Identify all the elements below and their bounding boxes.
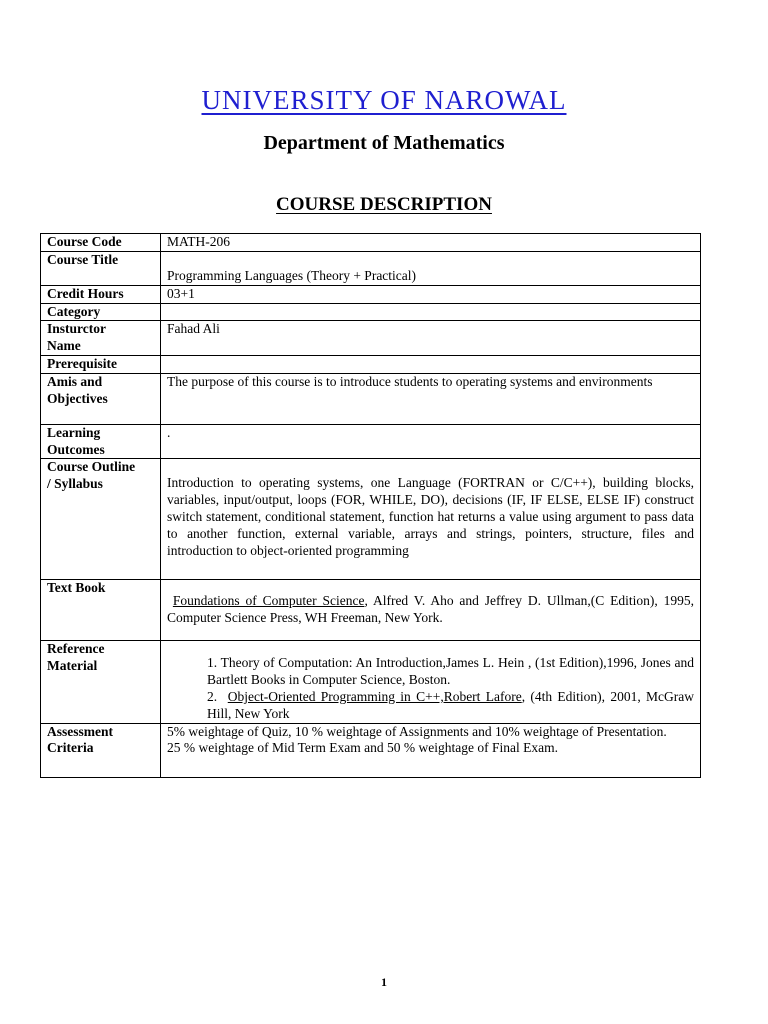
aims-value: The purpose of this course is to introduce students to operating systems and environments — [161, 373, 701, 424]
reference-label-line1: Reference — [47, 641, 105, 657]
table-row — [41, 424, 701, 459]
category-value — [161, 303, 701, 321]
university-name: UNIVERSITY OF NAROWAL — [201, 85, 567, 115]
learning-outcomes-value: . — [161, 424, 701, 459]
category-label: Category — [41, 303, 161, 321]
course-title-value: Programming Languages (Theory + Practical) — [167, 268, 417, 283]
table-row — [41, 251, 701, 285]
page-number: 1 — [381, 975, 387, 989]
outline-label-line2: / Syllabus — [47, 476, 103, 492]
document-title-text: COURSE DESCRIPTION — [276, 194, 492, 215]
course-code-label: Course Code — [41, 234, 161, 252]
table-row — [41, 234, 701, 252]
table-row — [41, 641, 701, 723]
outline-value: Introduction to operating systems, one Language (FORTRAN or C/C++), building blocks, variables, input/output, loops (FOR, WHILE, DO), decisions (IF, IF ELSE, ELSE IF) construct switch statement, conditional statement, function hat returns a value using argument to pass data to another function, external variable, arrays and strings, pointers, structure, files and introduction to object-oriented programming — [167, 475, 694, 558]
outline-label-line1: Course Outline — [47, 459, 136, 475]
aims-label-line2: Objectives — [47, 390, 108, 406]
assessment-label-line1: Assessment — [47, 723, 113, 739]
table-row — [41, 373, 701, 424]
reference-item-2 — [167, 689, 694, 723]
text-book-title: Foundations of Computer Science — [172, 593, 365, 609]
table-row — [41, 723, 701, 777]
reference-label-line2: Material — [47, 658, 98, 674]
learning-outcomes-label-line1: Learning — [47, 424, 101, 440]
table-row — [41, 580, 701, 641]
reference-item-2-number: 2. — [207, 688, 218, 704]
credit-hours-value: 03+1 — [161, 285, 701, 303]
text-book-label: Text Book — [41, 580, 161, 641]
text-book-details: , Alfred V. Aho and Jeffrey D. Ullman,(C Edition), 1995, Computer Science Press, WH Freeman, New York. — [167, 593, 694, 626]
university-title — [0, 85, 768, 116]
instructor-label-line1: Insturctor — [47, 321, 106, 337]
assessment-line-2: 25 % weightage of Mid Term Exam and 50 % weightage of Final Exam. — [167, 740, 558, 756]
reference-item-1: 1. Theory of Computation: An Introduction,James L. Hein , (1st Edition),1996, Jones and Bartlett Books in Computer Science, Boston. — [207, 655, 694, 688]
table-row — [41, 355, 701, 373]
reference-item-2-title: Object-Oriented Programming in C++,Robert Lafore — [227, 688, 522, 704]
course-code-value: MATH-206 — [161, 234, 701, 252]
course-title-label: Course Title — [41, 251, 161, 285]
table-row — [41, 321, 701, 356]
instructor-value: Fahad Ali — [161, 321, 701, 356]
prerequisite-label: Prerequisite — [41, 355, 161, 373]
assessment-label-line2: Criteria — [47, 740, 94, 756]
department-title: Department of Mathematics — [263, 132, 505, 154]
prerequisite-value — [161, 355, 701, 373]
instructor-label-line2: Name — [47, 338, 81, 354]
table-row — [41, 285, 701, 303]
learning-outcomes-label-line2: Outcomes — [47, 441, 105, 457]
reference-item-2-details: , (4th Edition), 2001, McGraw Hill, New York — [207, 688, 695, 721]
table-row — [41, 459, 701, 580]
aims-label-line1: Amis and — [47, 373, 103, 389]
document-title — [0, 194, 768, 216]
assessment-line-1: 5% weightage of Quiz, 10 % weightage of Assignments and 10% weightage of Presentation. — [167, 723, 667, 739]
credit-hours-label: Credit Hours — [41, 285, 161, 303]
course-table — [40, 233, 701, 778]
table-row — [41, 303, 701, 321]
